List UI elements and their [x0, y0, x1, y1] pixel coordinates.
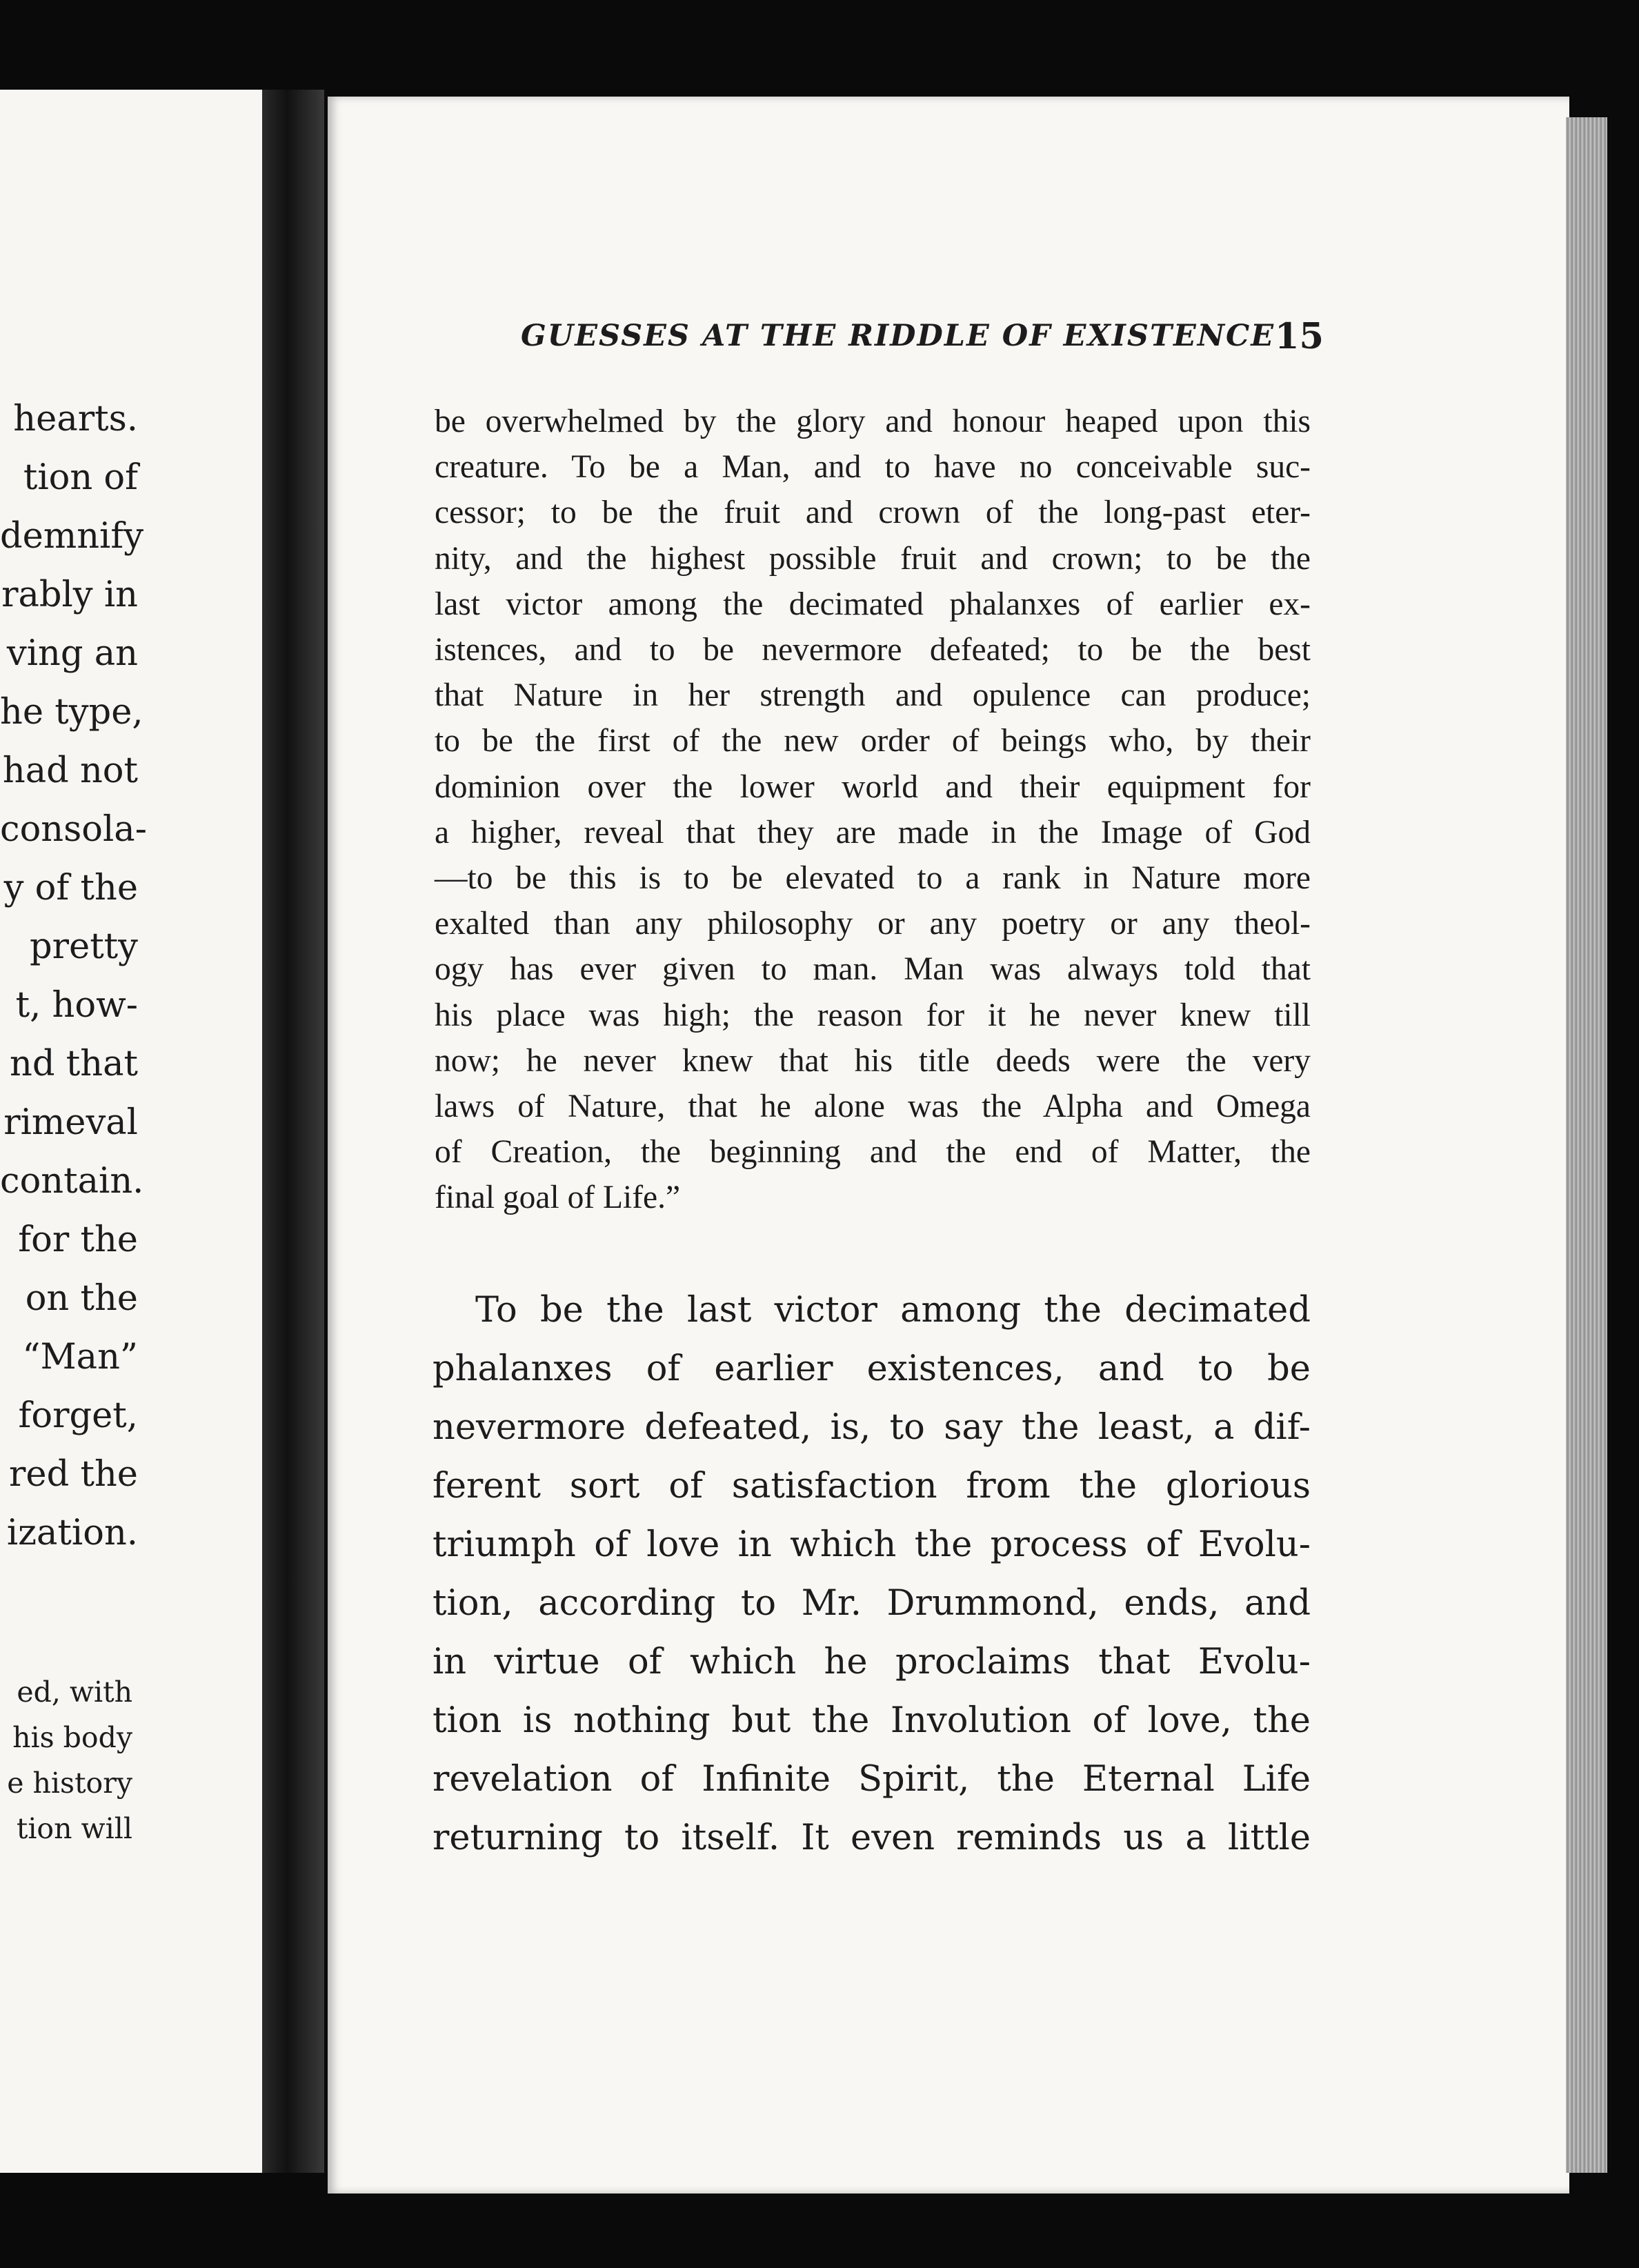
quote-line: final goal of Life.” — [435, 1180, 681, 1216]
quote-line: ogy has ever given to man. Man was always told that — [435, 951, 1311, 988]
previous-page-line: forget, — [18, 1395, 138, 1436]
quote-line: exalted than any philosophy or any poetry or any theol- — [435, 906, 1311, 942]
previous-page-line: contain. — [0, 1161, 144, 1202]
previous-page-footnotes — [0, 1669, 132, 1851]
quote-line: now; he never knew that his title deeds were the very — [435, 1042, 1311, 1079]
book-gutter — [262, 90, 324, 2173]
quote-line: cessor; to be the fruit and crown of the long-past eter- — [435, 495, 1311, 531]
quote-line: that Nature in her strength and opulence can produce; — [435, 677, 1311, 714]
previous-page-line: he type, — [0, 692, 143, 733]
previous-page-line: rimeval — [3, 1102, 138, 1143]
previous-page-footnote-line: ed, with — [17, 1675, 132, 1709]
quote-line: last victor among the decimated phalanxes of earlier ex- — [435, 586, 1311, 622]
previous-page-line: demnify — [0, 516, 144, 557]
quote-line: a higher, reveal that they are made in the Image of God — [435, 814, 1311, 850]
page-edges — [1566, 117, 1607, 2173]
quote-line: nity, and the highest possible fruit and crown; to be the — [435, 540, 1311, 577]
previous-page-line: y of the — [3, 868, 138, 908]
block-quote — [435, 399, 1311, 1221]
previous-page-line: hearts. — [13, 399, 138, 439]
previous-page-line: had not — [2, 750, 138, 791]
previous-page-footnote-line: tion will — [16, 1812, 132, 1845]
previous-page-line: on the — [25, 1278, 138, 1319]
body-line: tion is nothing but the Involution of love, the — [433, 1700, 1311, 1741]
previous-page-line: ization. — [6, 1513, 138, 1553]
previous-page-line: rably in — [1, 575, 138, 615]
previous-page-footnote-line: his body — [12, 1721, 132, 1754]
body-line: phalanxes of earlier existences, and to be — [433, 1349, 1311, 1389]
quote-line: to be the first of the new order of beings who, by their — [435, 723, 1311, 759]
body-line: revelation of Infinite Spirit, the Eternal Life — [433, 1759, 1311, 1800]
previous-page-footnote-line: e history — [7, 1767, 132, 1800]
quote-line: istences, and to be nevermore defeated; to be the best — [435, 632, 1311, 668]
body-line: To be the last victor among the decimated — [475, 1290, 1311, 1331]
body-line: ferent sort of satisfaction from the glorious — [433, 1466, 1311, 1506]
quote-line: be overwhelmed by the glory and honour heaped upon this — [435, 404, 1311, 439]
quote-line: creature. To be a Man, and to have no conceivable suc- — [435, 449, 1311, 486]
previous-page-line: nd that — [10, 1044, 138, 1084]
running-head: GUESSES AT THE RIDDLE OF EXISTENCE — [521, 319, 1275, 353]
body-line: returning to itself. It even reminds us a little — [433, 1818, 1311, 1858]
previous-page-line: pretty — [29, 926, 138, 967]
previous-page-line: for the — [18, 1220, 138, 1260]
body-paragraph — [433, 1281, 1311, 1867]
quote-line: dominion over the lower world and their equipment for — [435, 768, 1311, 805]
previous-page-line: t, how- — [15, 985, 138, 1026]
quote-line: —to be this is to be elevated to a rank in Nature more — [435, 860, 1311, 897]
quote-line: of Creation, the beginning and the end of Matter, the — [435, 1134, 1311, 1171]
body-line: nevermore defeated, is, to say the least, a dif- — [433, 1407, 1311, 1448]
previous-page-line: consola- — [0, 809, 147, 850]
previous-page-text — [0, 390, 147, 1562]
previous-page-line: ving an — [6, 633, 138, 674]
body-line: tion, according to Mr. Drummond, ends, and — [433, 1583, 1311, 1624]
quote-line: his place was high; the reason for it he never knew till — [435, 997, 1311, 1033]
previous-page-line: “Man” — [22, 1337, 138, 1377]
previous-page-line: tion of — [23, 457, 138, 498]
body-line: in virtue of which he proclaims that Evolu- — [433, 1642, 1311, 1682]
page-number: 15 — [1275, 316, 1324, 357]
body-line: triumph of love in which the process of Evolu- — [433, 1524, 1311, 1565]
quote-line: laws of Nature, that he alone was the Alpha and Omega — [435, 1088, 1311, 1125]
previous-page-line: red the — [9, 1454, 138, 1495]
